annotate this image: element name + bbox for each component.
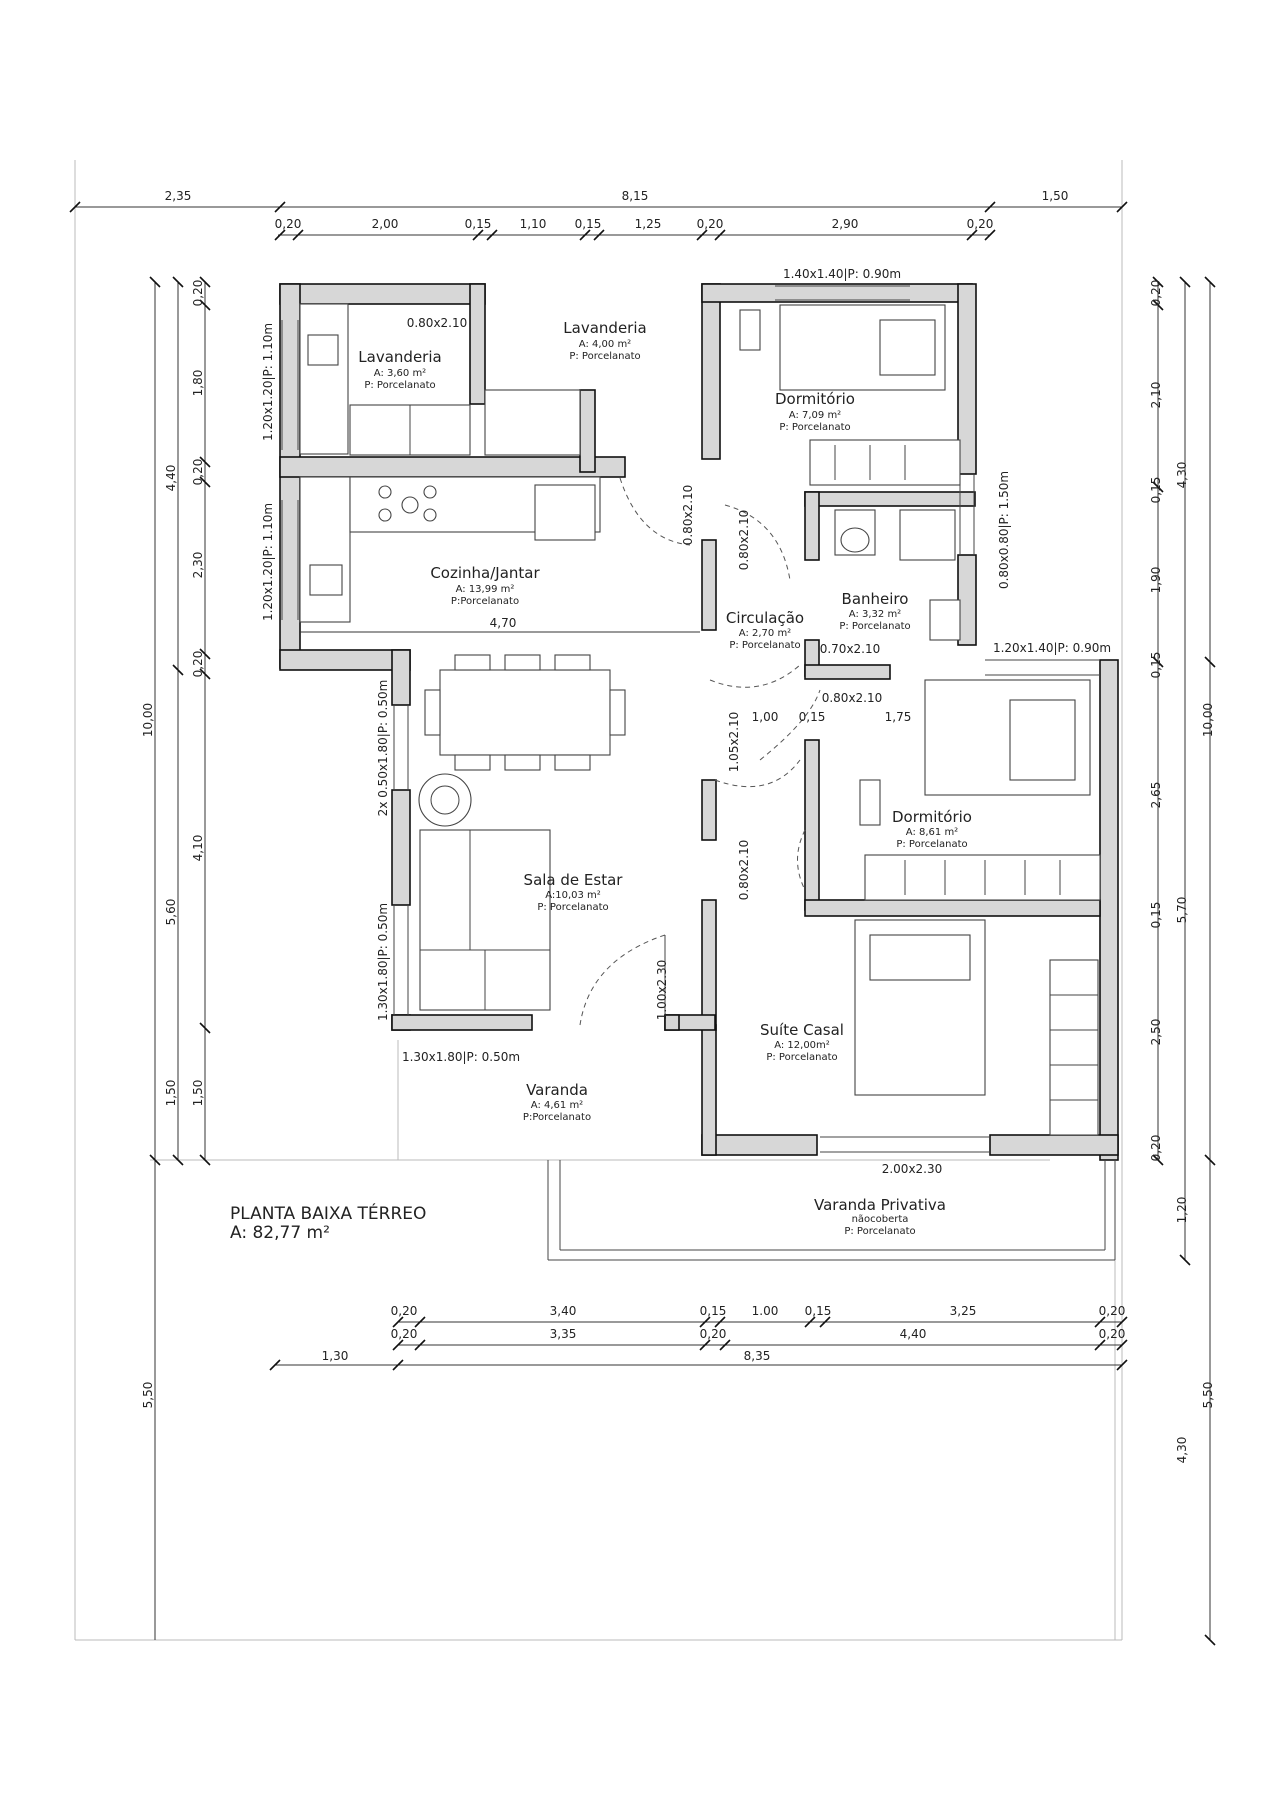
room-floor: P: Porcelanato [569,351,641,362]
dim-right-inner-1: 0,20 [1149,279,1163,307]
room-floor: P: Porcelanato [779,422,851,433]
bottom-dimensions [270,1304,1127,1370]
room-area: A: 8,61 m² [905,827,959,838]
room-name: Lavanderia [358,348,442,366]
dim-bottom-r2-3: 0,20 [699,1327,727,1341]
room-floor: P: Porcelanato [364,380,436,391]
room-kitchen [430,564,540,607]
label-laundry-door: 0.80x2.10 [406,316,468,330]
label-circulation-door: 0.80x2.10 [737,509,751,571]
room-name: Circulação [725,609,805,627]
dim-circ-3: 1,75 [884,710,912,724]
dim-left-inner-5: 0,20 [191,650,205,678]
dim-detail-3: 0,15 [464,217,492,231]
room-floor: P: Porcelanato [896,839,968,850]
room-area: A: 3,32 m² [848,609,902,620]
dim-right-inner-7: 0,15 [1149,901,1163,929]
label-living-window3: 1.30x1.80|P: 0.50m [401,1050,521,1064]
top-dimension-overall [70,189,1127,212]
dim-detail-8: 2,90 [831,217,859,231]
dim-top-2: 8,15 [621,189,649,203]
plan-title-block [230,1202,426,1243]
dim-left-inner-6: 4,10 [191,834,205,862]
room-name: Sala de Estar [523,871,623,889]
room-bedroom-2 [892,808,972,850]
room-area: A: 2,70 m² [738,628,792,639]
dim-right-outer-1: 10,00 [1201,702,1215,738]
room-area: A: 4,00 m² [578,339,632,350]
dim-detail-2: 2,00 [371,217,399,231]
room-suite [760,1021,844,1063]
room-name: Banheiro [841,590,909,608]
dim-left-outer-1: 10,00 [141,702,155,738]
dim-bottom-r3-1: 1,30 [321,1349,349,1363]
top-dimension-detail [275,217,995,240]
dim-right-inner-8: 2,50 [1149,1018,1163,1046]
label-bedroom2-window: 1.20x1.40|P: 0.90m [992,641,1112,655]
room-floor: P:Porcelanato [450,596,520,607]
dim-detail-7: 0,20 [696,217,724,231]
room-area: A: 12,00m² [774,1040,830,1051]
dim-bottom-r1-5: 0,15 [804,1304,832,1318]
dim-bottom-r1-7: 0,20 [1098,1304,1126,1318]
room-floor: P: Porcelanato [537,902,609,913]
label-front-door: 1.00x2.30 [655,959,669,1021]
dim-right-inner-3: 0,15 [1149,476,1163,504]
label-bedroom1-window: 1.40x1.40|P: 0.90m [782,267,902,281]
label-bath-window: 0.80x0.80|P: 1.50m [997,470,1011,590]
room-name: Suíte Casal [760,1021,844,1039]
room-bathroom [839,590,910,632]
plan-title: PLANTA BAIXA TÉRREO [230,1204,427,1224]
room-floor: P: Porcelanato [766,1052,838,1063]
room-area: A: 4,61 m² [530,1100,584,1111]
room-private-veranda [814,1196,946,1237]
dim-circ-2: 0,15 [798,710,826,724]
dim-left-outer-2: 5,50 [141,1381,155,1409]
dim-detail-6: 1,25 [634,217,662,231]
room-name: Dormitório [892,808,972,826]
dim-right-inner-9: 0,20 [1149,1134,1163,1162]
label-laundry-window: 1.20x1.20|P: 1.10m [261,322,275,442]
room-name: Varanda Privativa [814,1196,946,1214]
left-dimensions [141,277,210,1640]
dim-left-inner-1: 0,20 [191,279,205,307]
room-floor: P:Porcelanato [522,1112,592,1123]
room-area: A: 3,60 m² [373,368,427,379]
dim-bottom-r1-4: 1.00 [751,1304,779,1318]
room-laundry-2 [563,319,646,362]
dim-circ-1: 1,00 [751,710,779,724]
dim-bottom-r1-3: 0,15 [699,1304,727,1318]
room-area: A:10,03 m² [545,890,601,901]
room-name: Cozinha/Jantar [430,564,540,582]
room-name: Varanda [526,1081,588,1099]
room-bedroom-1 [775,390,855,433]
dim-bottom-r1-6: 3,25 [949,1304,977,1318]
dim-bottom-r2-5: 0,20 [1098,1327,1126,1341]
dim-right-inner-4: 1,90 [1149,566,1163,594]
dim-bottom-r1-1: 0,20 [390,1304,418,1318]
label-circ-passage: 1.05x2.10 [727,711,741,773]
dim-bottom-r2-2: 3,35 [549,1327,577,1341]
dim-right-inner-6: 2,65 [1149,781,1163,809]
label-bedroom1-door: 0.80x2.10 [681,484,695,546]
label-kitchen-window: 1.20x1.20|P: 1.10m [261,502,275,622]
dim-kitchen-width: 4,70 [489,616,517,630]
dim-detail-1: 0,20 [274,217,302,231]
dim-bottom-r3-2: 8,35 [743,1349,771,1363]
room-veranda [523,1081,591,1123]
room-laundry-1 [358,348,441,391]
room-floor: P: Porcelanato [729,640,801,651]
room-area: nãocoberta [851,1214,909,1225]
dim-left-inner-7: 1,50 [191,1079,205,1107]
plan-area: A: 82,77 m² [230,1223,330,1243]
dim-detail-5: 0,15 [574,217,602,231]
label-bath-door: 0.70x2.10 [819,642,881,656]
dim-right-inner-2: 2,10 [1149,381,1163,409]
right-dimensions [1149,277,1215,1645]
dim-top-3: 1,50 [1041,189,1069,203]
dim-detail-4: 1,10 [519,217,547,231]
label-suite-door: 0.80x2.10 [737,839,751,901]
dim-left-inner-2: 1,80 [191,369,205,397]
room-name: Lavanderia [563,319,647,337]
dim-detail-9: 0,20 [966,217,994,231]
dim-left-inner-4: 2,30 [191,551,205,579]
room-floor: P: Porcelanato [844,1226,916,1237]
dim-left-mid-2: 5,60 [164,898,178,926]
room-area: A: 7,09 m² [788,410,842,421]
dim-left-mid-3: 1,50 [164,1079,178,1107]
label-living-window: 2x 0.50x1.80|P: 0.50m [376,679,390,817]
room-circulation [726,609,804,651]
dim-right-outer-2: 5,50 [1201,1381,1215,1409]
door-swings [580,478,820,1025]
dim-top-1: 2,35 [164,189,192,203]
dim-right-inner-10: 1,20 [1175,1196,1189,1224]
dim-right-inner-5: 0,15 [1149,651,1163,679]
room-area: A: 13,99 m² [455,584,515,595]
room-floor: P: Porcelanato [839,621,911,632]
dim-bottom-r2-1: 0,20 [390,1327,418,1341]
dim-left-inner-3: 0,20 [191,458,205,486]
dim-right-mid-2: 5,70 [1175,896,1189,924]
label-suite-sliding: 2.00x2.30 [881,1162,943,1176]
dim-bottom-r1-2: 3,40 [549,1304,577,1318]
dim-bottom-r2-4: 4,40 [899,1327,927,1341]
dim-left-mid-1: 4,40 [164,464,178,492]
dim-right-mid-1: 4,30 [1175,461,1189,489]
room-name: Dormitório [775,390,855,408]
dim-right-mid-3: 4,30 [1175,1436,1189,1464]
label-living-window2: 1.30x1.80|P: 0.50m [376,902,390,1022]
label-bedroom2-door: 0.80x2.10 [821,691,883,705]
